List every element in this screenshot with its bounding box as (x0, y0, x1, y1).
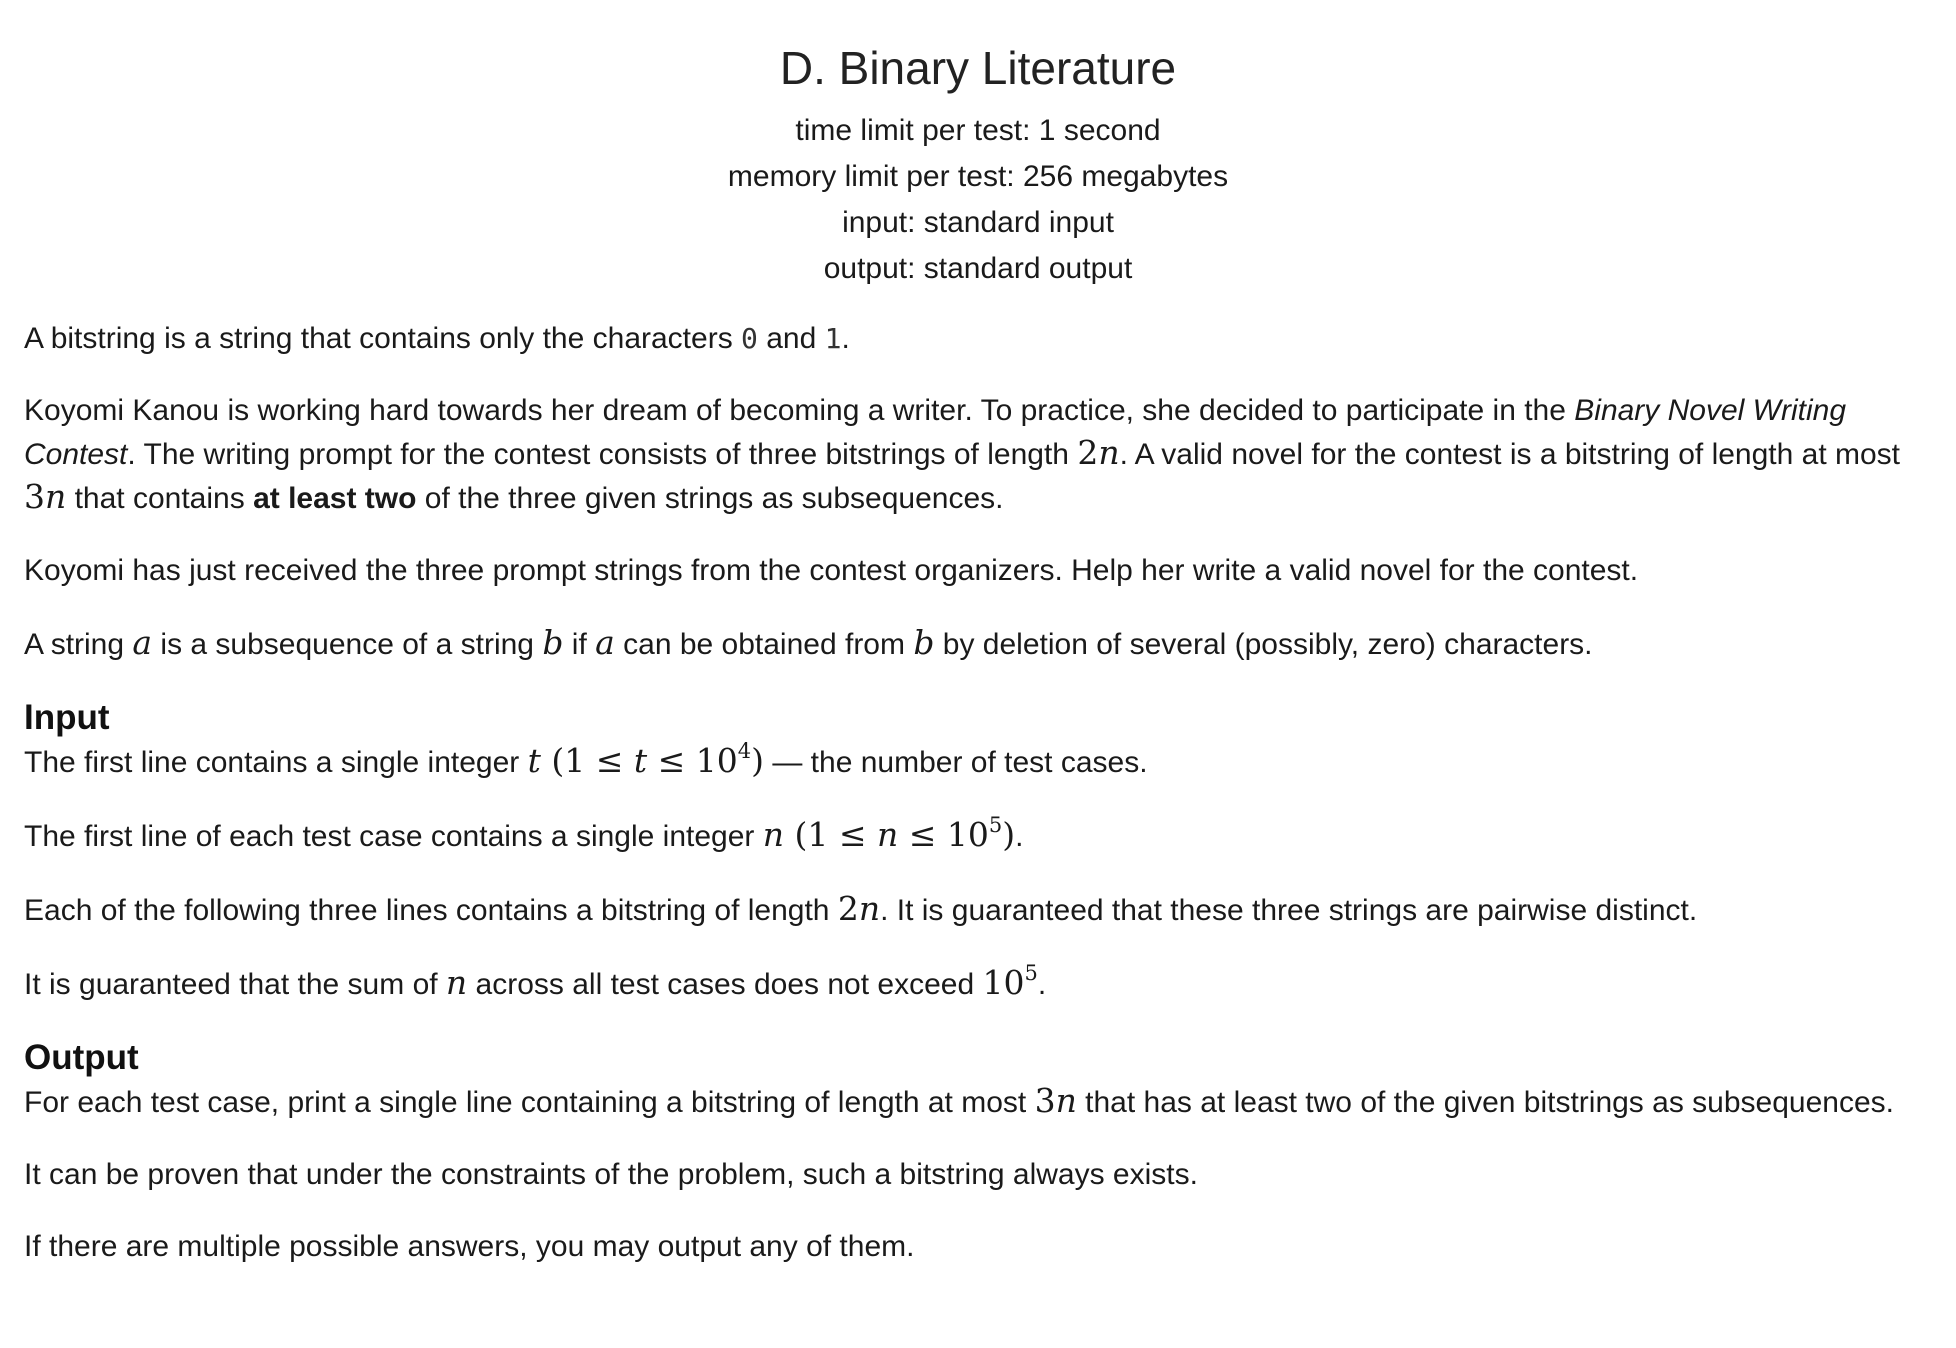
math-2n: 2n (1077, 433, 1120, 472)
input-section-title: Input (24, 698, 110, 737)
statement-paragraph-2: Koyomi Kanou is working hard towards her dream of becoming a writer. To practice, she decided to participate in the Binary Novel Writing Contest. The writing prompt for the contest consists of three bitstrings of length 2n. A valid novel for the contest is a bitstring of length at most 3n that contains at least two of the three given strings as subsequences. (24, 394, 1901, 516)
input-paragraph-4: It is guaranteed that the sum of n across all test cases does not exceed $10^5$. (24, 961, 1047, 1002)
math-n-constraint: n $(1 \le n \le 10^5)$ (762, 813, 1016, 854)
code-one: 1 (824, 322, 842, 355)
time-limit: time limit per test: 1 second (795, 114, 1161, 147)
math-var-a: a (595, 623, 615, 662)
math-3n: 3n (1034, 1081, 1077, 1120)
math-2n: 2n (837, 889, 881, 928)
input-file: input: standard input (842, 206, 1114, 239)
input-paragraph-1: The first line contains a single integer t $(1 \le t \le 10^4)$ — the number of test cases. (24, 739, 1148, 780)
output-section-title: Output (24, 1038, 139, 1077)
emphasis-at-least-two: at least two (253, 482, 417, 515)
input-paragraph-3: Each of the following three lines contains a bitstring of length 2n. It is guaranteed that these three strings are pairwise distinct. (24, 889, 1698, 928)
statement-paragraph-3: Koyomi has just received the three prompt strings from the contest organizers. Help her write a valid novel for the contest. (24, 554, 1639, 587)
math-var-n: n (445, 963, 468, 1002)
output-paragraph-1: For each test case, print a single line containing a bitstring of length at most 3n that has at least two of the given bitstrings as subsequences. (24, 1081, 1894, 1120)
math-3n: 3n (24, 477, 67, 516)
problem-statement (24, 318, 1932, 1268)
problem-title: D. Binary Literature (779, 42, 1177, 94)
code-zero: 0 (741, 322, 758, 355)
output-paragraph-2: It can be proven that under the constraints of the problem, such a bitstring always exists. (24, 1158, 1198, 1191)
output-file: output: standard output (823, 252, 1133, 285)
math-ten-pow-5: $10^5$ (982, 961, 1038, 1002)
math-var-a: a (132, 623, 153, 662)
input-paragraph-2: The first line of each test case contains a single integer n $(1 \le n \le 10^5)$. (24, 813, 1024, 854)
statement-paragraph-4: A string a is a subsequence of a string b if a can be obtained from b by deletion of several (possibly, zero) characters. (24, 623, 1593, 662)
math-var-b: b (913, 623, 935, 662)
output-paragraph-3: If there are multiple possible answers, you may output any of them. (24, 1230, 915, 1263)
contest-name: Binary Novel Writing Contest (24, 394, 1847, 471)
math-t-constraint: t $(1 \le t \le 10^4)$ (527, 739, 765, 780)
math-var-b: b (542, 623, 564, 662)
problem-header (24, 0, 1932, 292)
statement-paragraph-1: A bitstring is a string that contains only the characters 0 and 1. (24, 322, 850, 355)
memory-limit: memory limit per test: 256 megabytes (727, 160, 1229, 193)
